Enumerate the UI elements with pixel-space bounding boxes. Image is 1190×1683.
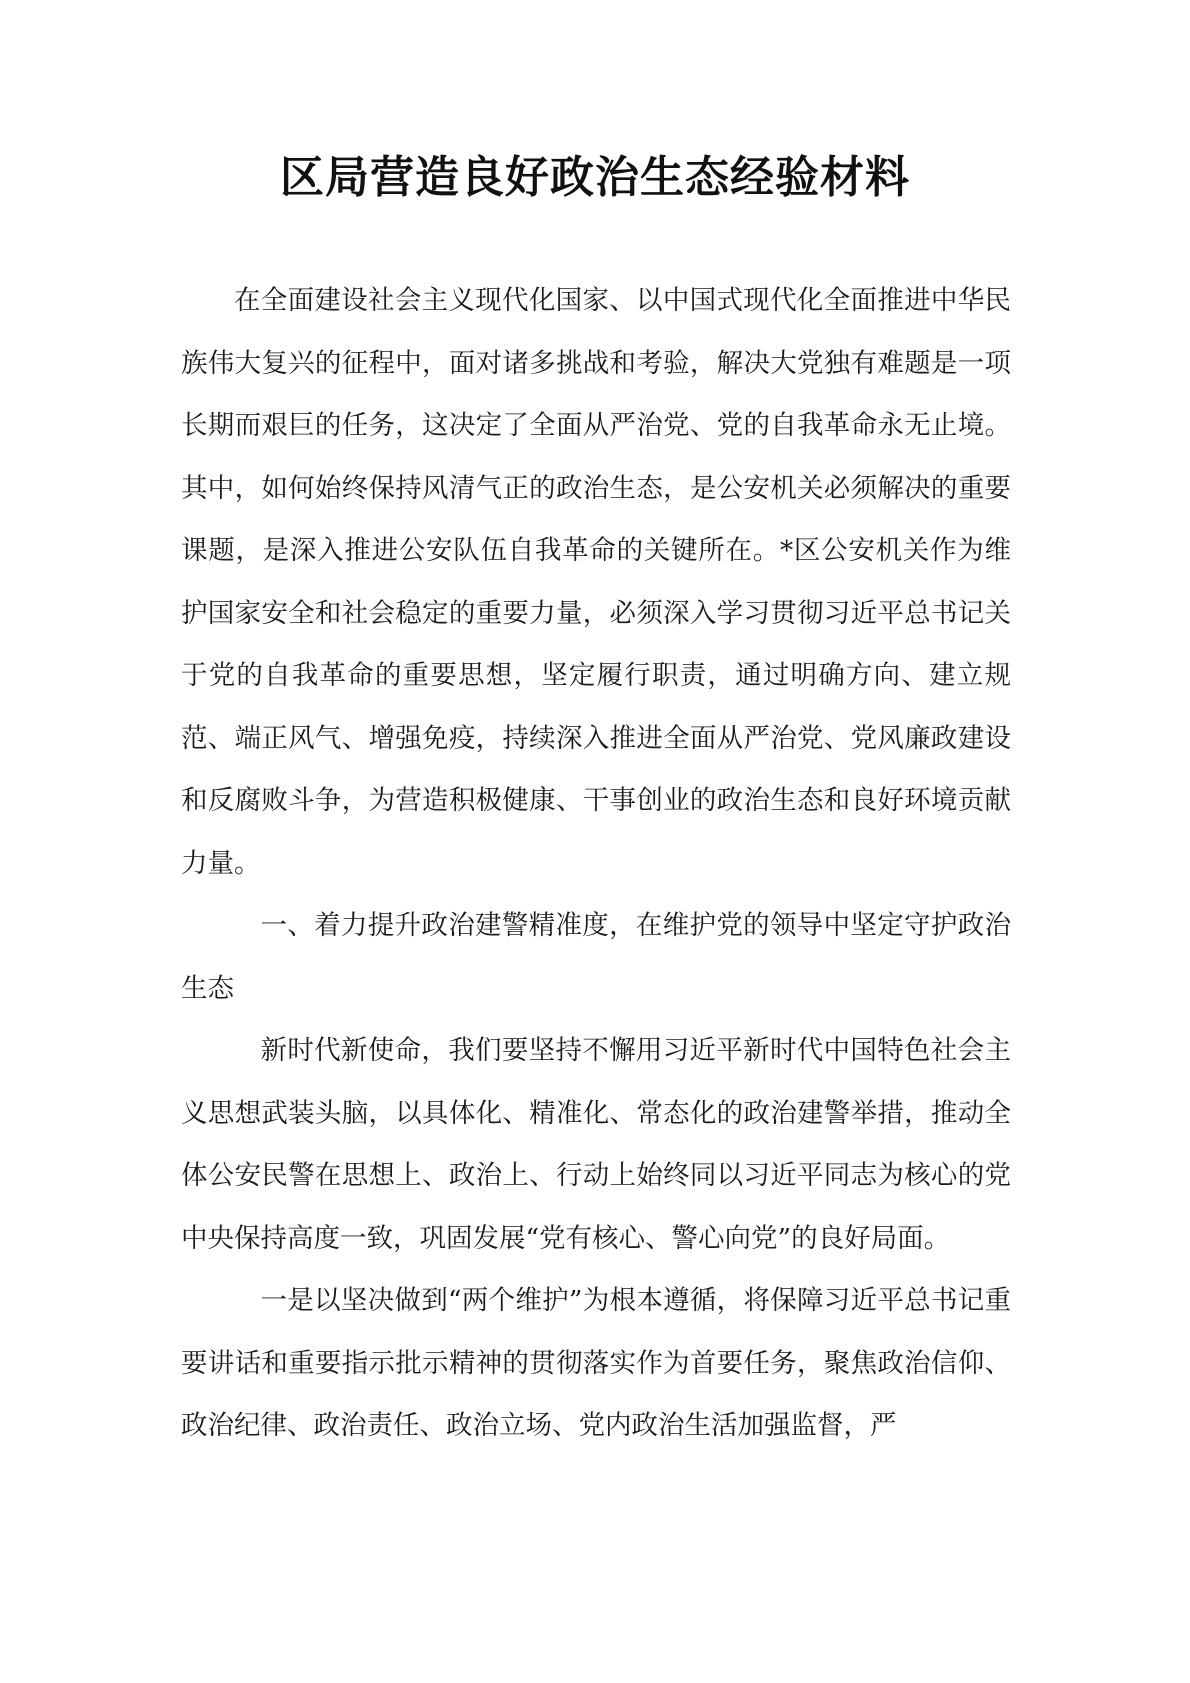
document-body [181,270,1011,1458]
section-heading-1: 一、着力提升政治建警精准度，在维护党的领导中坚定守护政治生态 [181,910,1011,1004]
document-title: 区局营造良好政治生态经验材料 [280,152,910,203]
intro-paragraph: 在全面建设社会主义现代化国家、以中国式现代化全面推进中华民族伟大复兴的征程中，面对诸多挑战和考验，解决大党独有难题是一项长期而艰巨的任务，这决定了全面从严治党、党的自我革命永无止境。其中，如何始终保持风清气正的政治生态，是公安机关必须解决的重要课题，是深入推进公安队伍自我革命的关键所在。*区公安机关作为维护国家安全和社会稳定的重要力量，必须深入学习贯彻习近平总书记关于党的自我革命的重要思想，坚定履行职责，通过明确方向、建立规范、端正风气、增强免疫，持续深入推进全面从严治党、党风廉政建设和反腐败斗争，为营造积极健康、干事创业的政治生态和良好环境贡献力量。 [181,285,1011,879]
section-1-point-1-paragraph: 一是以坚决做到“两个维护”为根本遵循，将保障习近平总书记重要讲话和重要指示批示精神的贯彻落实作为首要任务，聚焦政治信仰、政治纪律、政治责任、政治立场、党内政治生活加强监督，严 [181,1285,1011,1441]
section-1-paragraph: 新时代新使命，我们要坚持不懈用习近平新时代中国特色社会主义思想武装头脑，以具体化、精准化、常态化的政治建警举措，推动全体公安民警在思想上、政治上、行动上始终同以习近平同志为核心的党中央保持高度一致，巩固发展“党有核心、警心向党”的良好局面。 [181,1035,1011,1254]
